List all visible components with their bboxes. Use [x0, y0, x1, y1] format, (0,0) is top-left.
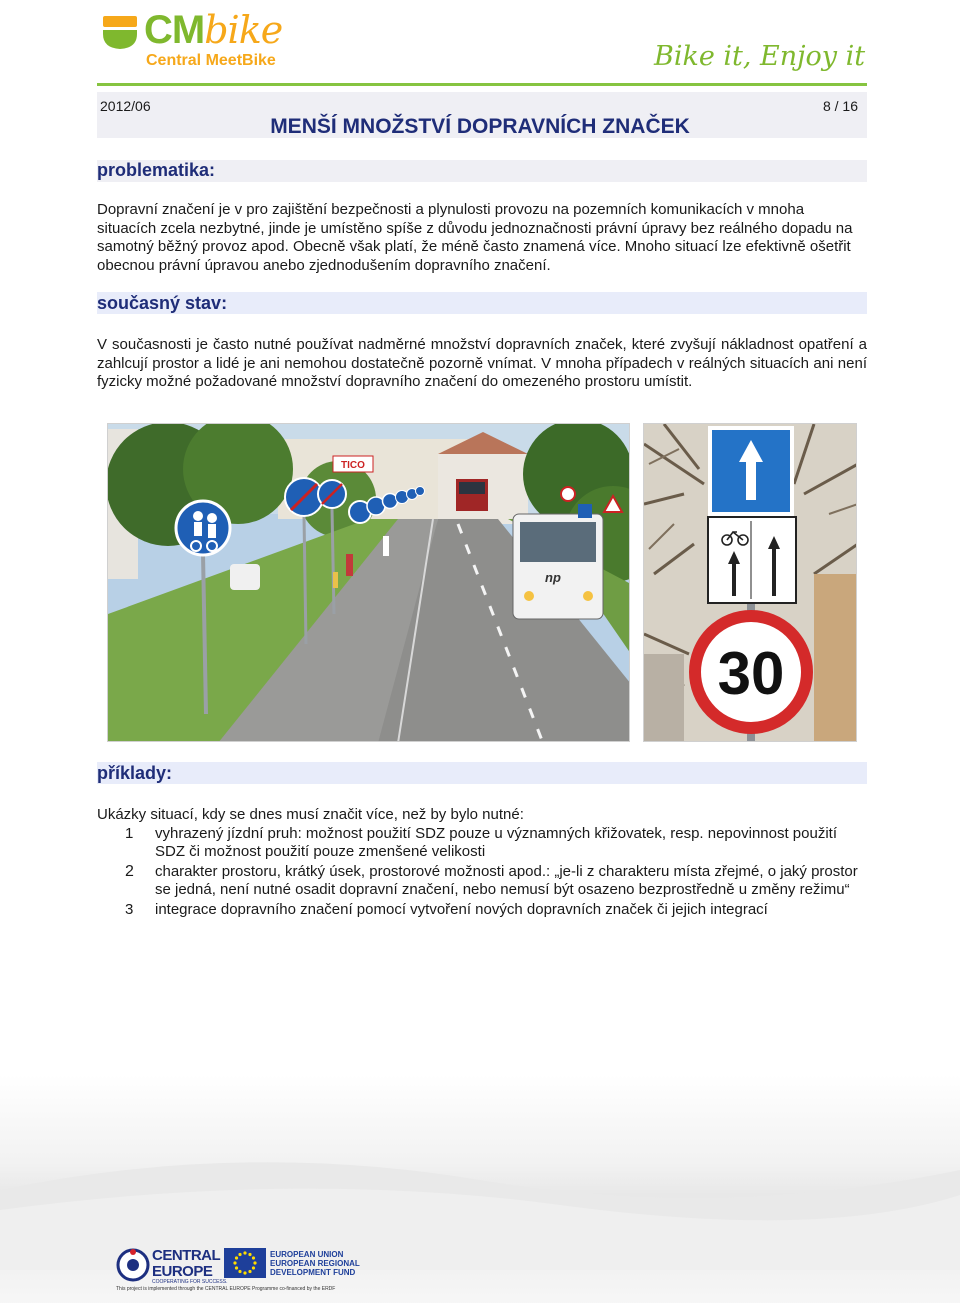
logo-wordmark: CMbike — [144, 8, 283, 52]
bus-logo: np — [545, 570, 561, 585]
list-item-text: integrace dopravního značení pomocí vytvoření nových dopravních značek či jejich integrací — [155, 900, 768, 918]
tagline: Bike it, Enjoy it — [654, 41, 866, 72]
paragraph-problematika: Dopravní značení je v pro zajištění bezpečnosti a plynulosti provozu na pozemních komunikacích v mnoha situacích zcela nezbytné, jinde je umístěno spíše z důvodu jednoznačnosti právní úpravy bez reálného dopadu na samotný běžný provoz apod. Obecně však platí, že méně často znamená více. Mnoho situací lze efektivně ošetřit obecnou právní úpravou anebo zjednodušením dopravního značení. — [97, 201, 853, 274]
ce-logo-line1: CENTRAL — [152, 1247, 221, 1264]
photo-street-signs — [107, 423, 630, 742]
list-item — [97, 825, 867, 862]
cmbike-logo — [100, 8, 290, 72]
list-item-text: charakter prostoru, krátký úsek, prostorové možnosti apod.: „je-li z charakteru místa zřejmé, o jaký prostor se jedná, není nutné osadit dopravní značení, nebo nemusí být osazeno bezprostředně u změny režimu“ — [155, 862, 858, 899]
paragraph-stav: V současnosti je často nutné používat nadměrné množství dopravních značek, které zvyšují nákladnost opatření a zahlcují prostor a lidé je ani nemohou dostatečně pozorně vnímat. V mnoha případech v reálných situacích ani není fyzicky možné požadované množství dopravního značení do omezeného prostoru umístit. — [97, 336, 867, 391]
list-item-number: 1 — [125, 824, 134, 842]
examples-intro: Ukázky situací, kdy se dnes musí značit více, než by bylo nutné: — [97, 806, 524, 823]
eu-flag-icon — [224, 1248, 266, 1278]
list-item — [97, 901, 867, 920]
page-number: 8 / 16 — [822, 98, 858, 114]
photo-sign-stack — [643, 423, 857, 742]
logo-subtitle: Central MeetBike — [146, 52, 276, 69]
ce-logo-line2: EUROPE — [152, 1263, 213, 1280]
list-item-text: vyhrazený jízdní pruh: možnost použití SDZ pouze u významných křižovatek, resp. nepovinnost použití SDZ či možnost použití pouze zmenšené velikosti — [155, 824, 838, 861]
section-bar-priklady — [97, 762, 867, 784]
document-date: 2012/06 — [100, 98, 151, 114]
central-europe-star-icon — [116, 1248, 150, 1282]
sign-stack-illustration — [644, 424, 857, 742]
list-item-number: 3 — [125, 900, 134, 918]
central-europe-logo — [116, 1247, 228, 1285]
ce-logo-line3: COOPERATING FOR SUCCESS. — [152, 1279, 228, 1285]
section-heading-stav: současný stav: — [97, 293, 228, 313]
shop-sign-text: TICO — [341, 460, 365, 471]
logo-cup-icon — [102, 12, 140, 52]
street-illustration — [108, 424, 630, 742]
section-heading-priklady: příklady: — [97, 763, 173, 783]
footer-footnote: This project is implemented through the CENTRAL EUROPE Programme co-financed by the ERDF — [116, 1286, 336, 1292]
list-item — [97, 863, 867, 900]
section-heading-problematika: problematika: — [97, 160, 216, 180]
speed-limit-number: 30 — [717, 640, 785, 707]
header-rule — [97, 83, 867, 86]
page-title: MENŠÍ MNOŽSTVÍ DOPRAVNÍCH ZNAČEK — [270, 115, 690, 138]
list-item-number: 2 — [125, 862, 134, 880]
examples-list — [97, 806, 867, 920]
eu-fund-text: EUROPEAN UNION EUROPEAN REGIONAL DEVELOPMENT FUND — [270, 1250, 360, 1277]
